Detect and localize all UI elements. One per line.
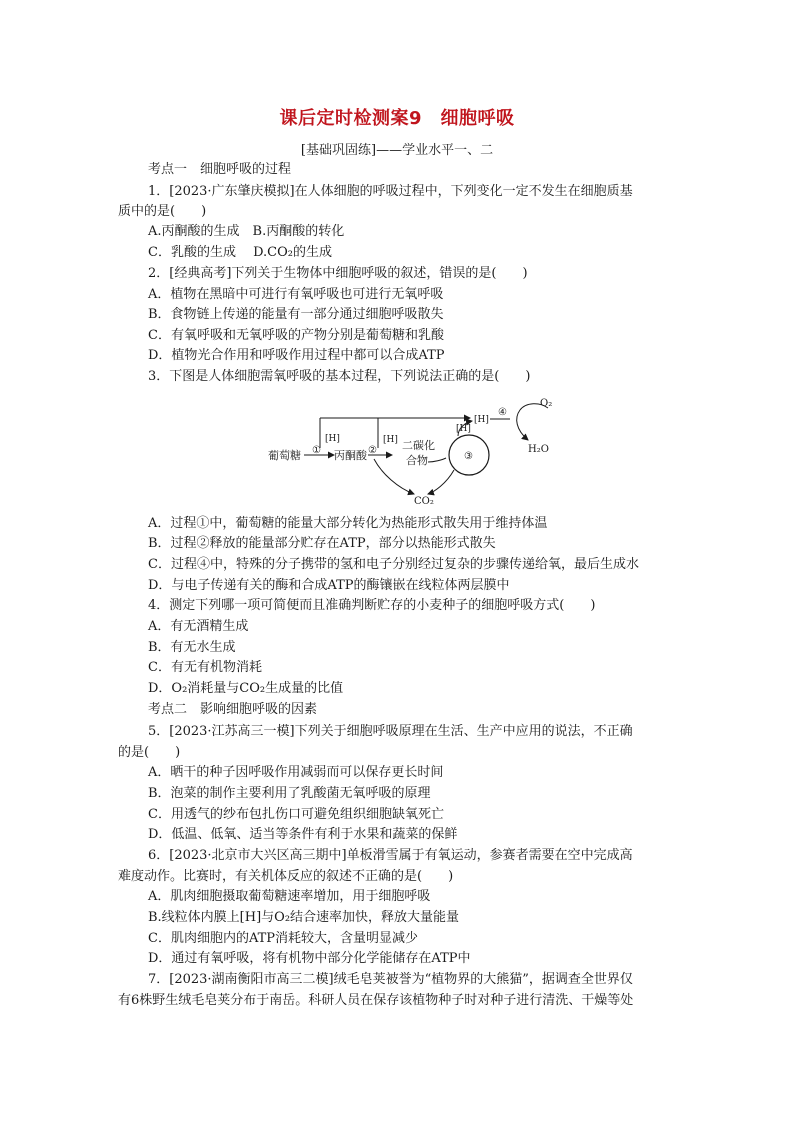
question-text: 2．[经典高考]下列关于生物体中细胞呼吸的叙述，错误的是( ): [148, 266, 528, 281]
h-label-4: [H]: [474, 415, 489, 425]
option-text: B．食物链上传递的能量有一部分通过细胞呼吸散失: [148, 307, 444, 322]
option-text: B．有无水生成: [148, 640, 236, 655]
option-text: C．有无有机物消耗: [148, 660, 262, 675]
h-label-2: [H]: [383, 435, 398, 445]
step1-label: ①: [312, 445, 321, 456]
glucose-label: 葡萄糖: [268, 449, 301, 462]
option-text: C．过程④中，特殊的分子携带的氢和电子分别经过复杂的步骤传递给氧，最后生成水: [148, 557, 639, 572]
option-text: D．与电子传递有关的酶和合成ATP的酶镶嵌在线粒体两层膜中: [148, 578, 510, 593]
section-heading: 考点二 影响细胞呼吸的因素: [148, 702, 318, 717]
option-text: A．过程①中，葡萄糖的能量大部分转化为热能形式散失用于维持体温: [148, 516, 548, 531]
option-text: A.丙酮酸的生成 B.丙酮酸的转化: [148, 224, 345, 239]
two-carbon-label-line2: 合物: [406, 454, 428, 467]
h-label-3: [H]: [456, 424, 471, 434]
page-title: 课后定时检测案9 细胞呼吸: [279, 108, 515, 129]
option-text: A．有无酒精生成: [148, 619, 249, 634]
aerobic-respiration-diagram: [262, 392, 562, 507]
cycle-link: [428, 458, 446, 462]
option-text: C．肌肉细胞内的ATP消耗较大，含量明显减少: [148, 931, 419, 946]
arrow-o2-to-h2o: [517, 404, 548, 440]
question-text: 1．[2023·广东肇庆模拟]在人体细胞的呼吸过程中，下列变化一定不发生在细胞质基: [148, 184, 633, 199]
option-text: B．过程②释放的能量部分贮存在ATP，部分以热能形式散失: [148, 536, 496, 551]
option-text: B.线粒体内膜上[H]与O₂结合速率加快，释放大量能量: [148, 910, 460, 925]
option-text: A．肌肉细胞摄取葡萄糖速率增加，用于细胞呼吸: [148, 889, 431, 904]
co2-label: CO₂: [414, 496, 434, 507]
question-text: 质中的是( ): [118, 204, 207, 219]
step3-label: ③: [464, 451, 473, 462]
question-text: 有6株野生绒毛皂荚分布于南岳。科研人员在保存该植物种子时对种子进行清洗、干燥等处: [118, 993, 634, 1008]
h-label-1: [H]: [325, 434, 340, 444]
question-text: 难度动作。比赛时，有关机体反应的叙述不正确的是( ): [118, 869, 454, 884]
question-text: 的是( ): [118, 745, 181, 760]
pyruvate-label: 丙酮酸: [334, 449, 367, 462]
question-text: 6．[2023·北京市大兴区高三期中]单板滑雪属于有氧运动，参赛者需要在空中完成高: [148, 848, 633, 863]
section-heading: 考点一 细胞呼吸的过程: [148, 162, 292, 177]
option-text: A．植物在黑暗中可进行有氧呼吸也可进行无氧呼吸: [148, 287, 444, 302]
o2-label: O₂: [540, 398, 553, 409]
question-text: 7．[2023·湖南衡阳市高三二模]绒毛皂荚被誉为“植物界的大熊猫”，据调查全世界仅: [148, 972, 633, 987]
option-text: D．通过有氧呼吸，将有机物中部分化学能储存在ATP中: [148, 951, 471, 966]
page-subtitle: [基础巩固练]——学业水平一、二: [300, 143, 494, 158]
option-text: A．晒干的种子因呼吸作用减弱而可以保存更长时间: [148, 765, 444, 780]
option-text: C．乳酸的生成 D.CO₂的生成: [148, 245, 332, 260]
question-text: 3．下图是人体细胞需氧呼吸的基本过程，下列说法正确的是( ): [148, 369, 531, 384]
option-text: D．植物光合作用和呼吸作用过程中都可以合成ATP: [148, 348, 445, 363]
arrow-co2-from-cycle: [428, 470, 454, 494]
option-text: B．泡菜的制作主要利用了乳酸菌无氧呼吸的原理: [148, 786, 431, 801]
two-carbon-label-line1: 二碳化: [402, 439, 435, 452]
option-text: C．有氧呼吸和无氧呼吸的产物分别是葡萄糖和乳酸: [148, 328, 444, 343]
question-text: 5．[2023·江苏高三一模]下列关于细胞呼吸原理在生活、生产中应用的说法，不正确: [148, 724, 633, 739]
h2o-label: H₂O: [528, 444, 549, 455]
step4-label: ④: [498, 407, 507, 418]
option-text: D．O₂消耗量与CO₂生成量的比值: [148, 681, 344, 696]
step2-label: ②: [368, 445, 377, 456]
question-text: 4．测定下列哪一项可简便而且准确判断贮存的小麦种子的细胞呼吸方式( ): [148, 598, 596, 613]
option-text: C．用透气的纱布包扎伤口可避免组织细胞缺氧死亡: [148, 807, 444, 822]
option-text: D．低温、低氧、适当等条件有利于水果和蔬菜的保鲜: [148, 827, 458, 842]
